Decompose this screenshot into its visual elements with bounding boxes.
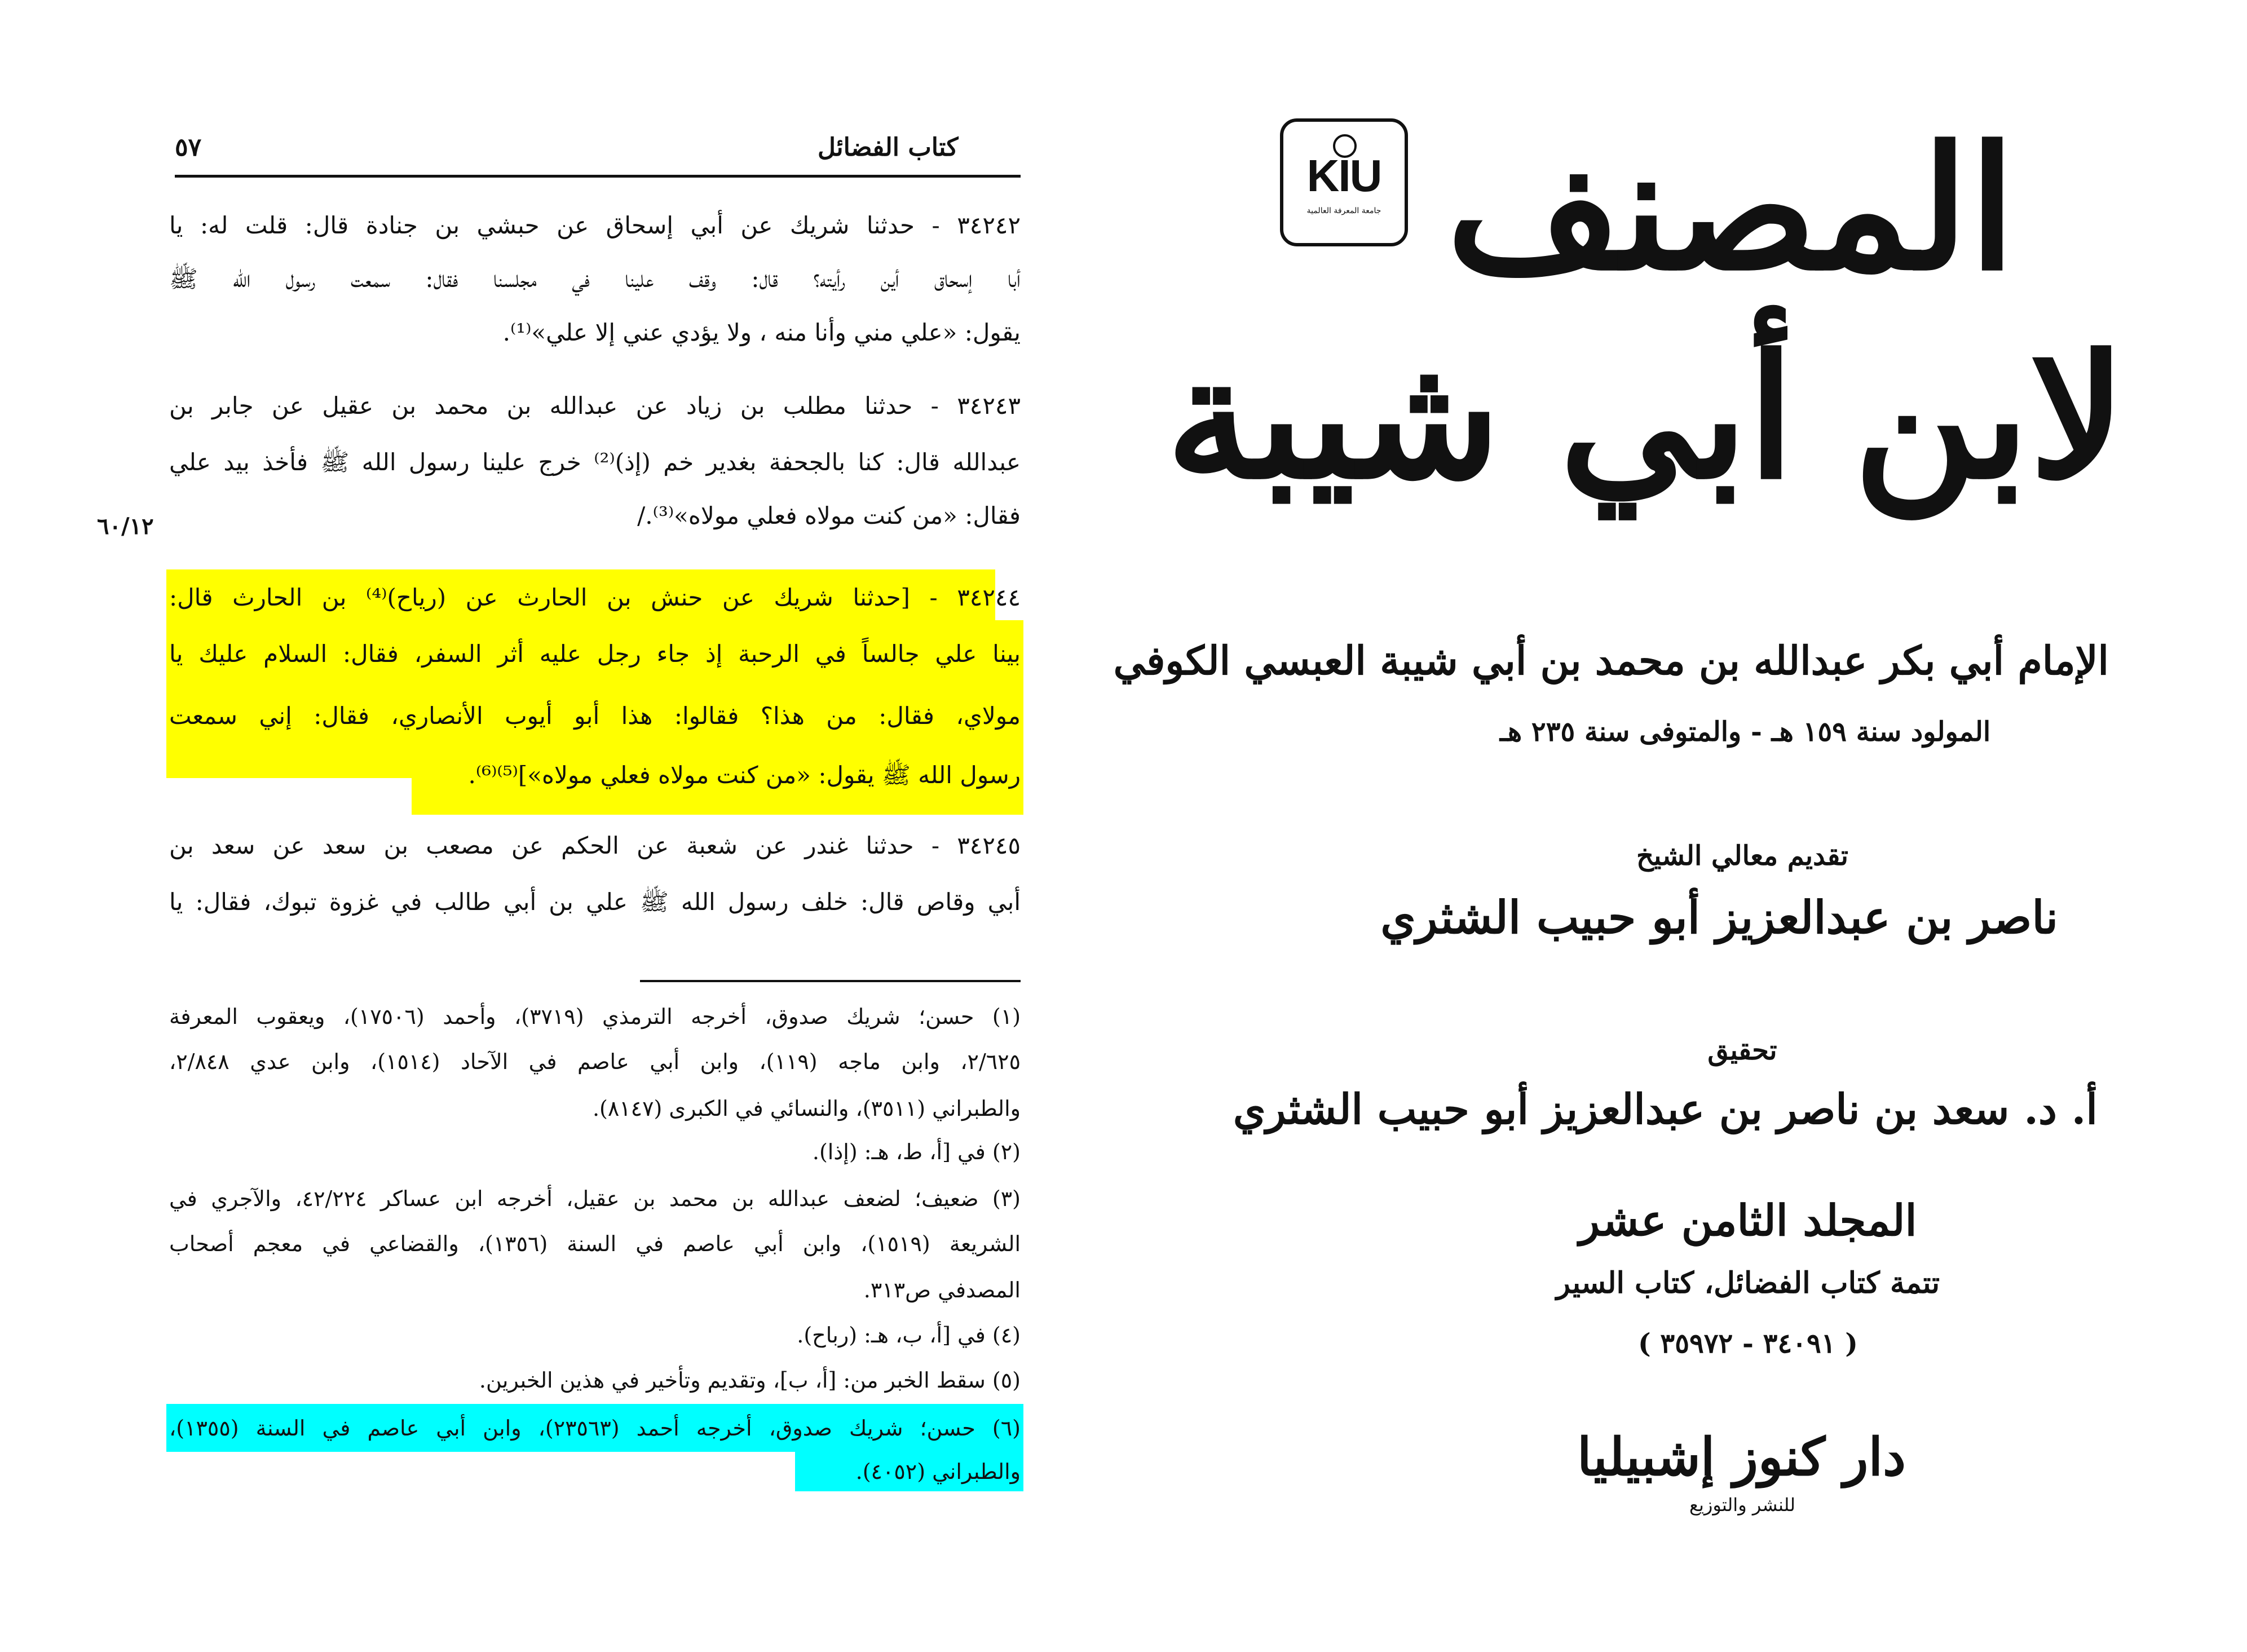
page-header-title: كتاب الفضائل [818, 133, 959, 162]
hadith-34244-line-3: مولاي، فقال: من هذا؟ فقالوا: هذا أبو أيوب الأنصاري، فقال: إني سمعت [169, 702, 1021, 730]
hadith-34242-line-1: ٣٤٢٤٢ - حدثنا شريك عن أبي إسحاق عن حبشي بن جنادة قال: قلت له: يا [169, 211, 1021, 239]
publisher-name: دار كنوز إشبيليا [1577, 1426, 1906, 1487]
hadith-34243-line-3: فقال: «من كنت مولاه فعلي مولاه»⁽³⁾./ [637, 502, 1021, 529]
author-line: الإمام أبي بكر عبدالله بن محمد بن أبي شيبة العبسي الكوفي [1113, 637, 2109, 684]
volume-contents: تتمة كتاب الفضائل، كتاب السير [1556, 1266, 1940, 1300]
footnote-1-line-1: (١) حسن؛ شريك صدوق، أخرجه الترمذي (٣٧١٩)، وأحمد (١٧٥٠٦)، ويعقوب المعرفة [169, 1004, 1021, 1029]
logo-subtitle: جامعة المعرفة العالمية [1306, 206, 1381, 215]
intro-label: تقديم معالي الشيخ [1636, 840, 1848, 872]
hadith-34245-line-1: ٣٤٢٤٥ - حدثنا غندر عن شعبة عن الحكم عن مصعب بن سعد عن سعد بن [169, 832, 1021, 859]
footnote-4: (٤) في [أ، ب، هـ: (رباح). [797, 1323, 1021, 1348]
author-dates: المولود سنة ١٥٩ هـ - والمتوفى سنة ٢٣٥ هـ [1499, 716, 1991, 748]
footnote-6-line-1: (٦) حسن؛ شريك صدوق، أخرجه أحمد (٢٣٥٦٣)، وابن أبي عاصم في السنة (١٣٥٥)، [169, 1416, 1021, 1441]
footnote-6-line-2: والطبراني (٤٠٥٢). [855, 1459, 1021, 1484]
editor-label: تحقيق [1707, 1035, 1777, 1066]
footnote-3-line-3: المصدفي ص٣١٣. [863, 1278, 1021, 1302]
header-divider [175, 175, 1021, 178]
book-title: المصنف [1446, 109, 2016, 308]
text-page [0, 0, 1119, 1652]
footnote-2: (٢) في [أ، ط، هـ: (إذا). [812, 1139, 1021, 1164]
intro-name: ناصر بن عبدالعزيز أبو حبيب الشثري [1380, 891, 2058, 944]
hadith-34243-line-1: ٣٤٢٤٣ - حدثنا مطلب بن زياد عن عبدالله بن محمد بن عقيل عن جابر بن [169, 392, 1021, 419]
book-subtitle: لابن أبي شيبة [1166, 317, 2126, 516]
footnote-divider [640, 980, 1021, 982]
publisher-subtitle: للنشر والتوزيع [1689, 1494, 1796, 1516]
margin-reference: ٦٠/١٢ [97, 513, 154, 540]
hadith-range: ( ٣٤٠٩١ - ٣٥٩٧٢ ) [1638, 1328, 1858, 1359]
footnote-1-line-2: ٢/٦٢٥، وابن ماجه (١١٩)، وابن أبي عاصم في الآحاد (١٥١٤)، وابن عدي ٢/٨٤٨، [169, 1049, 1021, 1074]
hadith-34242-line-2: أبا إسحاق أين رأيته؟ قال: وقف علينا في مجلسنا فقال: سمعت رسول الله ﷺ [169, 265, 1021, 293]
editor-name: أ. د. سعد بن ناصر بن عبدالعزيز أبو حبيب الشثري [1233, 1085, 2098, 1134]
footnote-3-line-1: (٣) ضعيف؛ لضعف عبدالله بن محمد بن عقيل، أخرجه ابن عساكر ٤٢/٢٢٤، والآجري في [169, 1186, 1021, 1211]
hadith-34244-line-1: ٣٤٢٤٤ - [حدثنا شريك عن حنش بن الحارث عن (رياح)⁽⁴⁾ بن الحارث قال: [169, 584, 1021, 611]
logo-text: KIU [1306, 151, 1381, 201]
hadith-34244-line-4: رسول الله ﷺ يقول: «من كنت مولاه فعلي مولاه»]⁽⁵⁾⁽⁶⁾. [468, 761, 1021, 789]
volume-number: المجلد الثامن عشر [1579, 1195, 1917, 1245]
hadith-34244-line-2: بينا علي جالساً في الرحبة إذ جاء رجل عليه أثر السفر، فقال: السلام عليك يا [169, 640, 1021, 668]
footnote-1-line-3: والطبراني (٣٥١١)، والنسائي في الكبرى (٨١٤٧). [592, 1096, 1021, 1121]
page-number: ٥٧ [175, 133, 202, 162]
footnote-5: (٥) سقط الخبر من: [أ، ب]، وتقديم وتأخير في هذين الخبرين. [479, 1368, 1021, 1393]
footnote-3-line-2: الشريعة (١٥١٩)، وابن أبي عاصم في السنة (١٣٥٦)، والقضاعي في معجم أصحاب [169, 1231, 1021, 1256]
hadith-34243-line-2: عبدالله قال: كنا بالجحفة بغدير خم (إذ)⁽²⁾ خرج علينا رسول الله ﷺ فأخذ بيد علي [169, 448, 1021, 476]
hadith-34242-line-3: يقول: «علي مني وأنا منه ، ولا يؤدي عني إلا علي»⁽¹⁾. [502, 319, 1021, 346]
hadith-34245-line-2: أبي وقاص قال: خلف رسول الله ﷺ علي بن أبي طالب في غزوة تبوك، فقال: يا [169, 888, 1021, 916]
